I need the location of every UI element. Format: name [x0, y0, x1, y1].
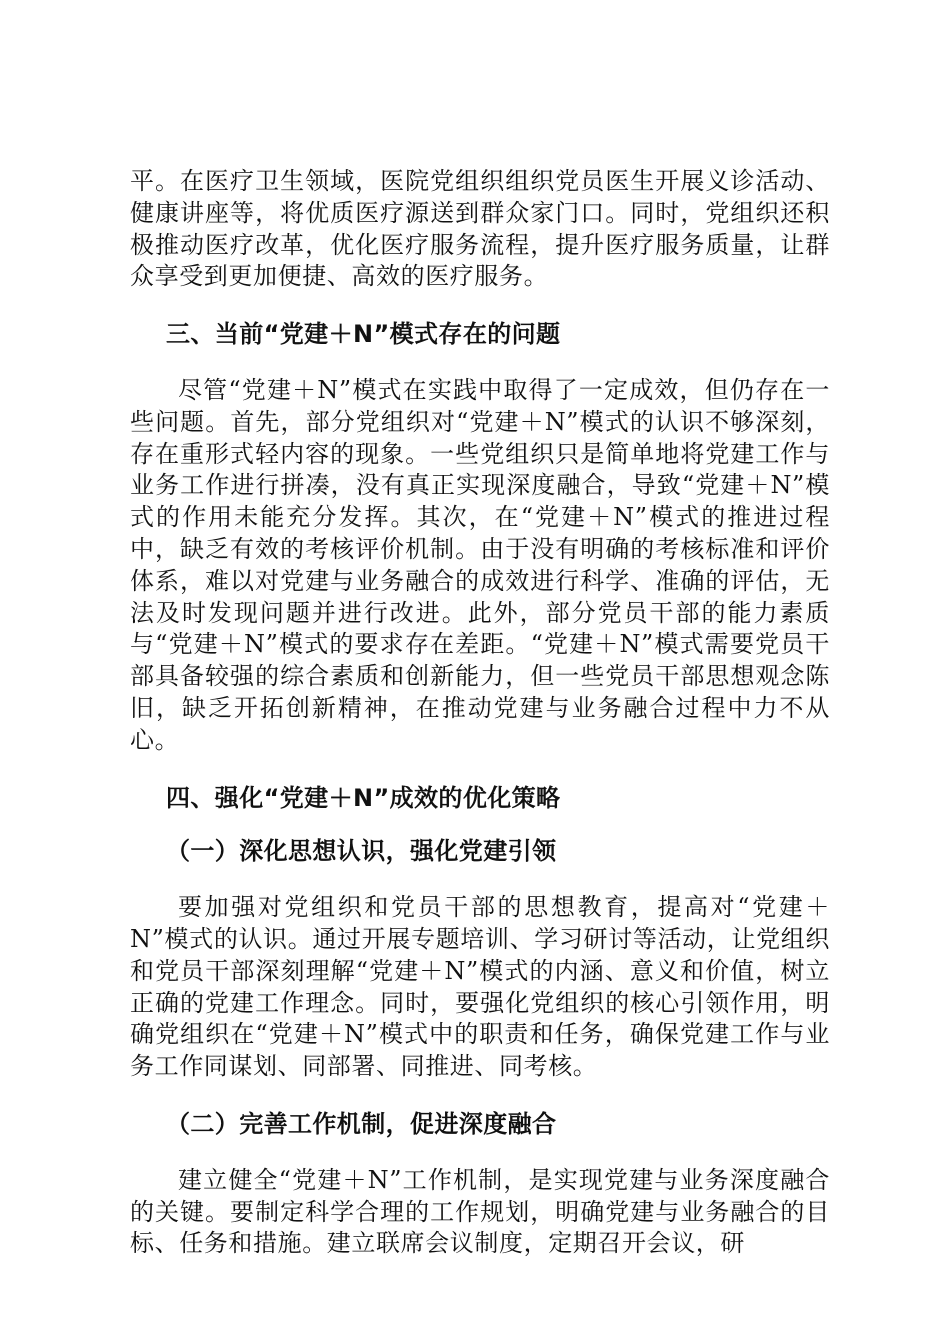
spacer: [130, 293, 830, 319]
paragraph-subsection-1: 要加强对党组织和党员干部的思想教育，提高对“党建＋N”模式的认识。通过开展专题培训、学习研讨等活动，让党组织和党员干部深刻理解“党建＋N”模式的内涵、意义和价值，树立正确的党建工作理念。同时，要强化党组织的核心引领作用，明确党组织在“党建＋N”模式中的职责和任务，确保党建工作与业务工作同谋划、同部署、同推进、同考核。: [130, 893, 830, 1081]
spacer: [130, 868, 830, 892]
spacer: [130, 1141, 830, 1165]
spacer: [130, 814, 830, 836]
paragraph-continuation: 平。在医疗卫生领域，医院党组织组织党员医生开展义诊活动、健康讲座等，将优质医疗源送到群众家门口。同时，党组织还积极推动医疗改革，优化医疗服务流程，提升医疗服务质量，让群众享受到更加便捷、高效的医疗服务。: [130, 167, 830, 291]
document-body: [130, 166, 830, 1260]
spacer: [130, 1083, 830, 1109]
spacer: [130, 351, 830, 375]
paragraph-subsection-2: 建立健全“党建＋N”工作机制，是实现党建与业务深度融合的关键。要制定科学合理的工作规划，明确党建与业务融合的目标、任务和措施。建立联席会议制度，定期召开会议，研: [130, 1165, 830, 1258]
section-heading-4: 四、强化“党建＋N”成效的优化策略: [166, 783, 561, 812]
subsection-heading-1: （一）深化思想认识，强化党建引领: [166, 837, 557, 866]
spacer: [130, 757, 830, 783]
subsection-heading-2: （二）完善工作机制，促进深度融合: [166, 1109, 557, 1138]
paragraph-section-3: 尽管“党建＋N”模式在实践中取得了一定成效，但仍存在一些问题。首先，部分党组织对“党建＋N”模式的认识不够深刻，存在重形式轻内容的现象。一些党组织只是简单地将党建工作与业务工作进行拼凑，没有真正实现深度融合，导致“党建＋N”模式的作用未能充分发挥。其次，在“党建＋N”模式的推进过程中，缺乏有效的考核评价机制。由于没有明确的考核标准和评价体系，难以对党建与业务融合的成效进行科学、准确的评估，无法及时发现问题并进行改进。此外，部分党员干部的能力素质与“党建＋N”模式的要求存在差距。“党建＋N”模式需要党员干部具备较强的综合素质和创新能力，但一些党员干部思想观念陈旧，缺乏开拓创新精神，在推动党建与业务融合过程中力不从心。: [130, 375, 830, 754]
section-heading-3: 三、当前“党建＋N”模式存在的问题: [166, 320, 561, 349]
